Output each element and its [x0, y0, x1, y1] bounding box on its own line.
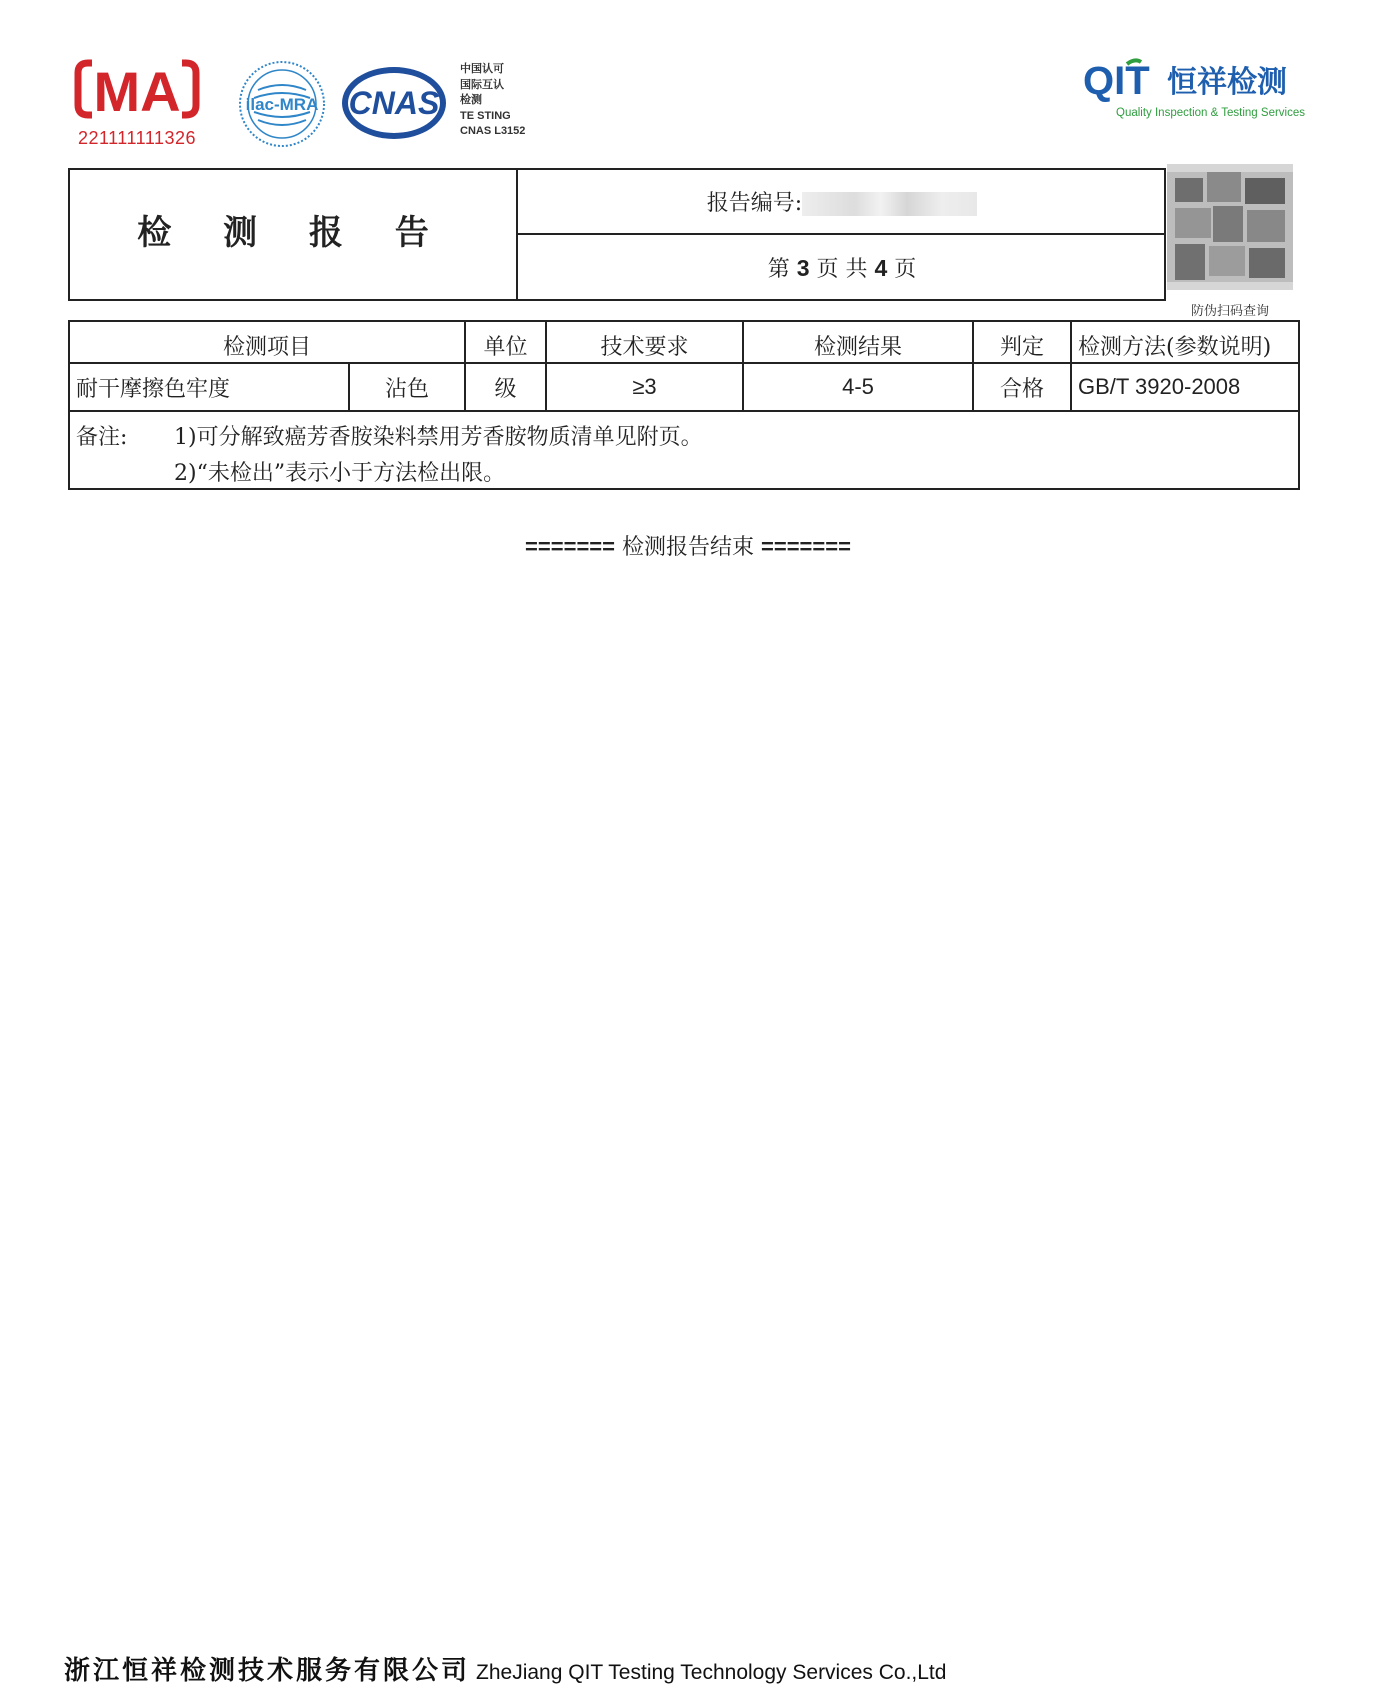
cnas-logo: [340, 64, 448, 142]
row-item: 耐干摩擦色牢度: [76, 377, 231, 402]
page-indicator: 第 3 页 共 4 页: [767, 255, 917, 282]
row-unit: 级: [494, 377, 517, 402]
header-unit: 单位: [483, 335, 528, 360]
note-1: 1)可分解致癌芳香胺染料禁用芳香胺物质清单见附页。: [174, 425, 703, 450]
cnas-caption: 中国认可 国际互认 检测 TE STING CNAS L3152: [460, 63, 526, 137]
cma-letters: MA: [93, 60, 181, 123]
cma-number: 221111111326: [77, 128, 197, 148]
row-result: 4-5: [842, 374, 874, 399]
header-result: 检测结果: [813, 335, 902, 360]
qit-subtitle: Quality Inspection & Testing Services: [1116, 107, 1305, 119]
report-number-redacted: [802, 192, 977, 216]
company-footer: [64, 1650, 946, 1687]
qit-brand: QIT: [1083, 59, 1150, 103]
note-2: 2)“未检出”表示小于方法检出限。: [174, 461, 506, 486]
row-requirement: ≥3: [632, 374, 657, 399]
ilac-text: ilac-MRA: [245, 95, 319, 114]
company-name-cn: 浙江恒祥检测技术服务有限公司: [64, 1656, 471, 1686]
qr-code: [1167, 164, 1293, 290]
qr-caption: 防伪扫码查询: [1190, 304, 1269, 319]
header-method: 检测方法(参数说明): [1078, 335, 1272, 360]
report-number: 报告编号:: [518, 186, 1166, 217]
notes-label: 备注:: [76, 425, 128, 450]
company-name-en: ZheJiang QIT Testing Technology Services Co.,Ltd: [476, 1661, 947, 1684]
cnas-text: CNAS: [348, 85, 440, 121]
report-title: 检 测 报 告: [137, 213, 449, 253]
row-judgement: 合格: [999, 377, 1044, 402]
report-end-marker: ======= 检测报告结束 =======: [525, 534, 851, 560]
row-sub: 沾色: [384, 377, 429, 402]
header-judgement: 判定: [999, 335, 1044, 360]
header-requirement: 技术要求: [600, 335, 689, 360]
qit-cn: 恒祥检测: [1167, 65, 1287, 100]
result-table: [68, 320, 1300, 490]
header-item: 检测项目: [222, 335, 311, 360]
ilac-mra-logo: [238, 60, 326, 148]
row-method: GB/T 3920-2008: [1078, 374, 1241, 399]
